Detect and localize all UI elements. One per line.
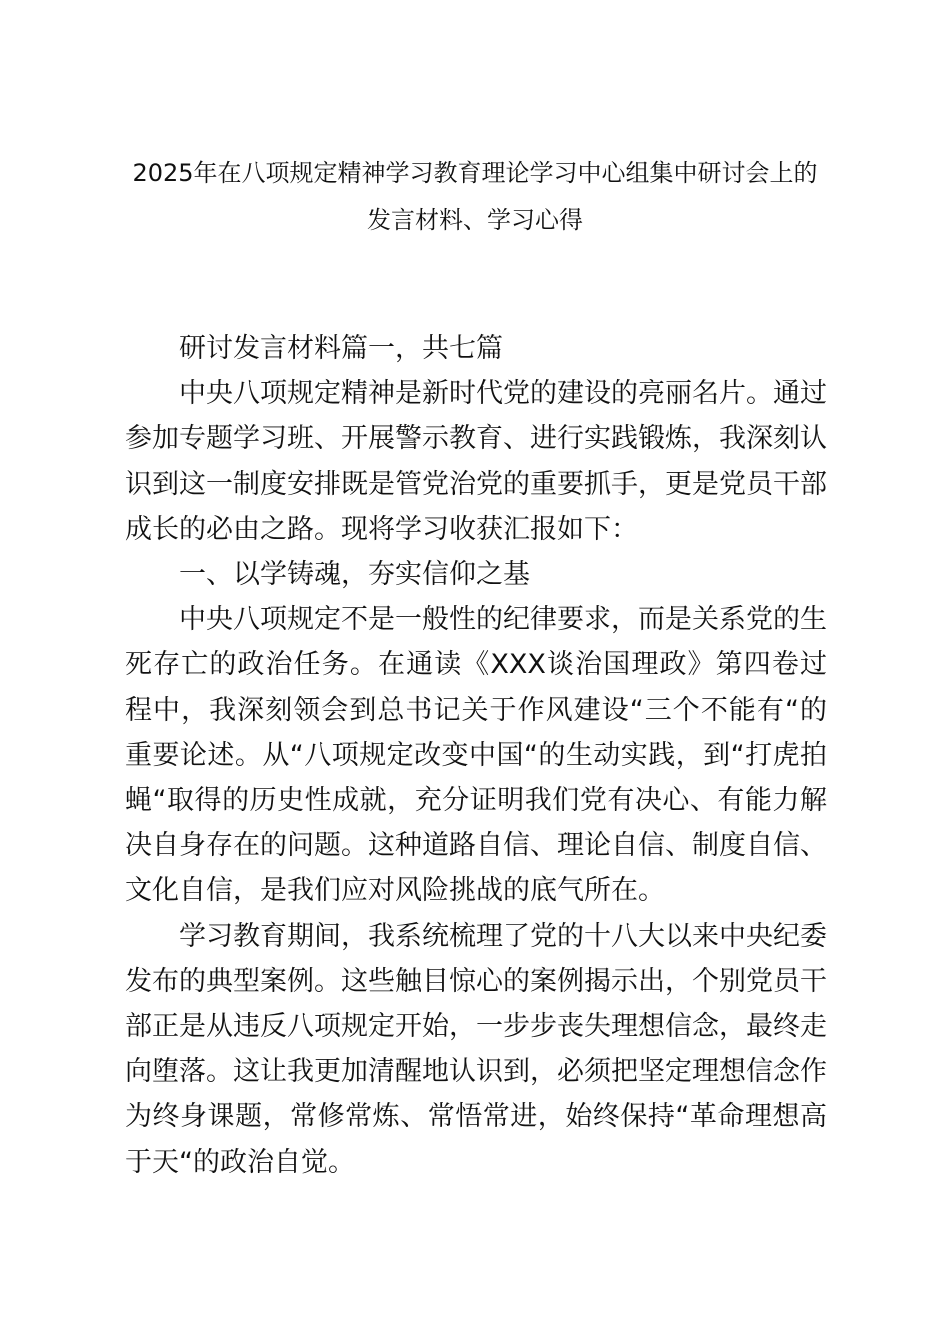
paragraph-body-1: 中央八项规定不是一般性的纪律要求，而是关系党的生死存亡的政治任务。在通读《XXX谈治国理政》第四卷过程中，我深刻领会到总书记关于作风建设“三个不能有“的重要论述。从“八项规定改变中国“的生动实践，到“打虎拍蝇“取得的历史性成就，充分证明我们党有决心、有能力解决自身存在的问题。这种道路自信、理论自信、制度自信、文化自信，是我们应对风险挑战的底气所在。 bbox=[125, 604, 827, 907]
paragraph-series-note: 研讨发言材料篇一，共七篇 bbox=[179, 333, 503, 364]
document-body bbox=[125, 326, 827, 1185]
paragraph-body-2: 学习教育期间，我系统梳理了党的十八大以来中央纪委发布的典型案例。这些触目惊心的案例揭示出，个别党员干部正是从违反八项规定开始，一步步丧失理想信念，最终走向堕落。这让我更加清醒地认识到，必须把坚定理想信念作为终身课题，常修常炼、常悟常进，始终保持“革命理想高于天“的政治自觉。 bbox=[125, 920, 827, 1178]
paragraph-intro: 中央八项规定精神是新时代党的建设的亮丽名片。通过参加专题学习班、开展警示教育、进行实践锻炼，我深刻认识到这一制度安排既是管党治党的重要抓手，更是党员干部成长的必由之路。现将学习收获汇报如下： bbox=[125, 378, 827, 545]
document-title: 2025年在八项规定精神学习教育理论学习中心组集中研讨会上的发言材料、学习心得 bbox=[132, 159, 818, 234]
section-heading-1: 一、以学铸魂，夯实信仰之基 bbox=[179, 559, 530, 591]
